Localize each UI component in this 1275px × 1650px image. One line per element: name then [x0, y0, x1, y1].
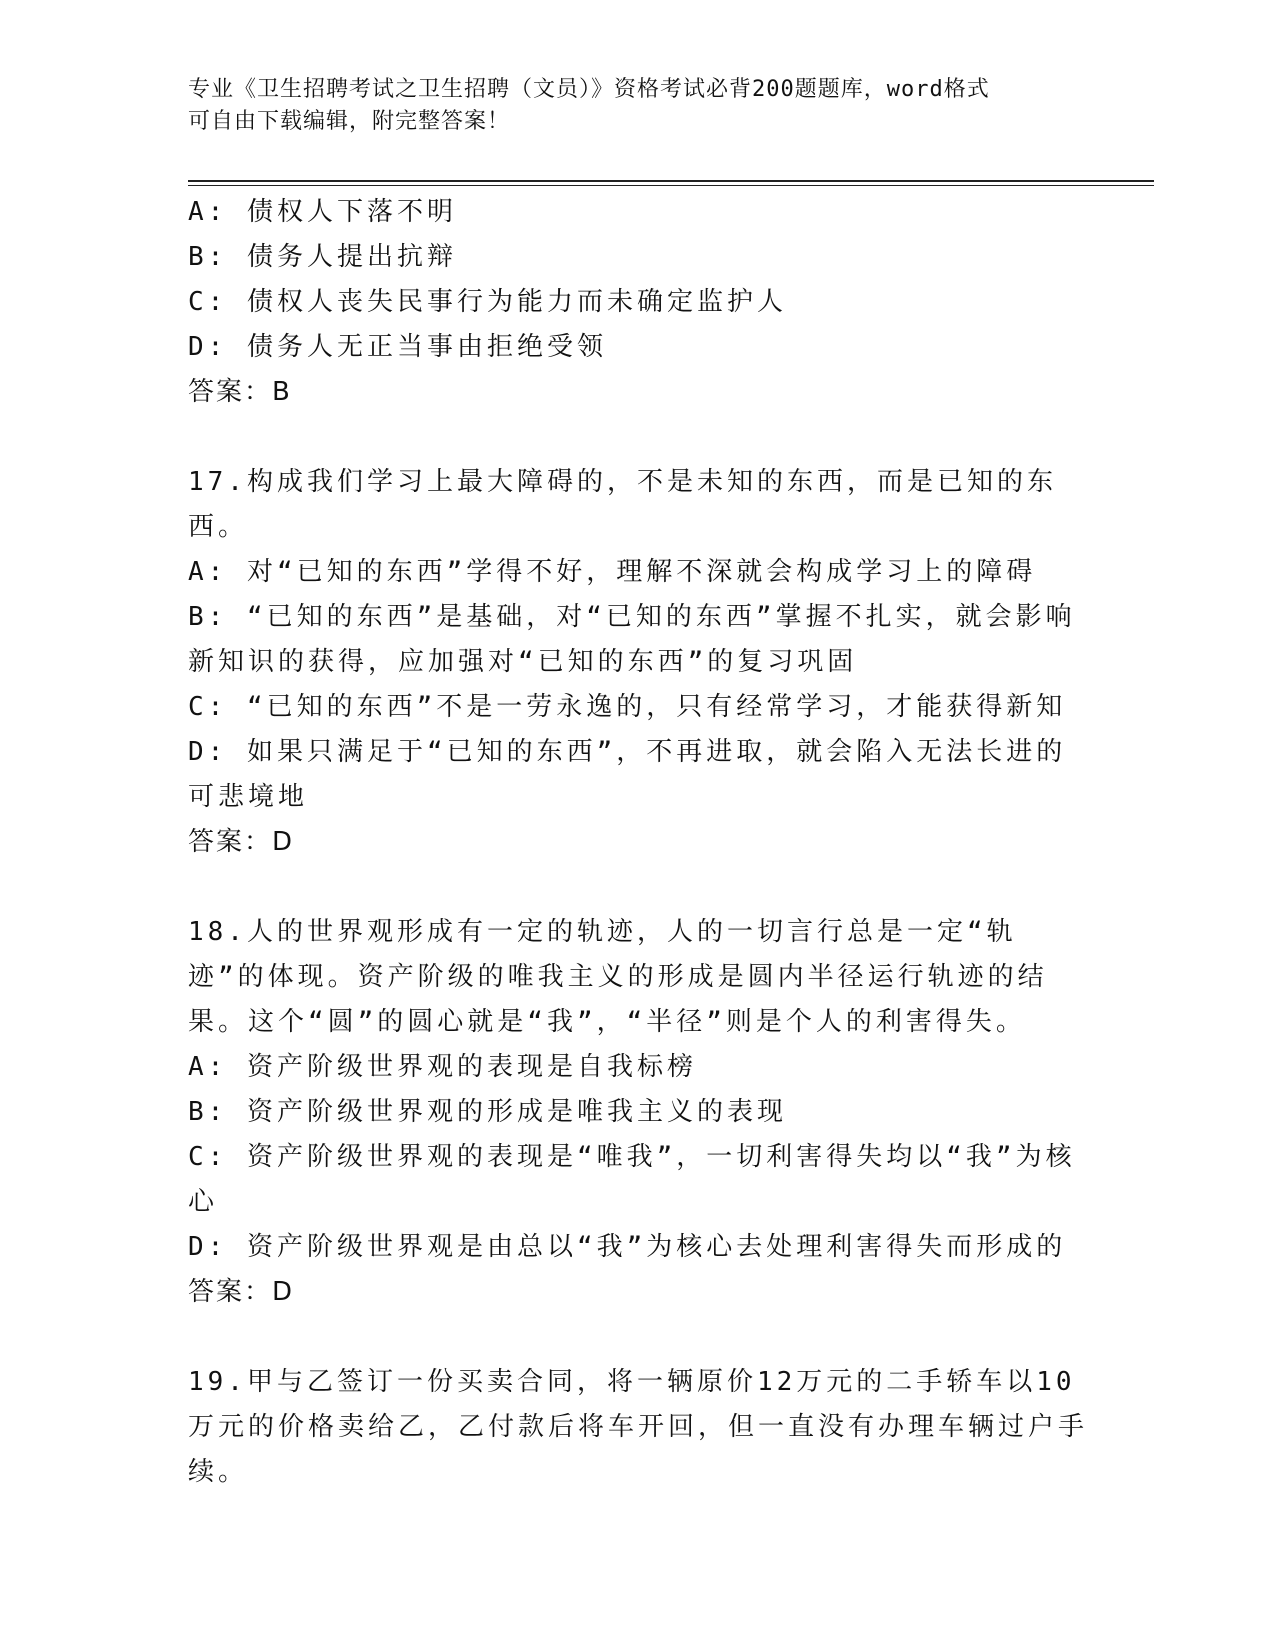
option-b: B: 债务人提出抗辩 — [188, 242, 457, 272]
option-d: D: 如果只满足于“已知的东西”，不再进取，就会陷入无法长进的可悲境地 — [188, 737, 1067, 812]
option-a: A: 债权人下落不明 — [188, 197, 457, 227]
option-b: B: “已知的东西”是基础，对“已知的东西”掌握不扎实，就会影响新知识的获得，应加强对“已知的东西”的复习巩固 — [188, 602, 1076, 677]
document-header-note — [188, 74, 1068, 138]
spacer — [188, 415, 1088, 460]
answer-label: 答案：D — [188, 1277, 295, 1307]
option-c: C: “已知的东西”不是一劳永逸的，只有经常学习，才能获得新知 — [188, 692, 1067, 722]
header-line-1: 专业《卫生招聘考试之卫生招聘（文员）》资格考试必背200题题库，word格式 — [188, 77, 990, 102]
answer-label: 答案：B — [188, 377, 292, 407]
question-17 — [188, 460, 1088, 865]
question-16 — [188, 190, 1088, 415]
option-c: C: 债权人丧失民事行为能力而未确定监护人 — [188, 287, 787, 317]
header-line-2: 可自由下载编辑，附完整答案！ — [188, 109, 511, 134]
option-d: D: 债务人无正当事由拒绝受领 — [188, 332, 607, 362]
question-19 — [188, 1360, 1088, 1495]
option-a: A: 对“已知的东西”学得不好，理解不深就会构成学习上的障碍 — [188, 557, 1037, 587]
option-c: C: 资产阶级世界观的表现是“唯我”，一切利害得失均以“我”为核心 — [188, 1142, 1076, 1217]
question-stem: 19.甲与乙签订一份买卖合同，将一辆原价12万元的二手轿车以10万元的价格卖给乙，乙付款后将车开回，但一直没有办理车辆过户手续。 — [188, 1367, 1089, 1487]
question-list — [188, 190, 1088, 1495]
spacer — [188, 865, 1088, 910]
option-d: D: 资产阶级世界观是由总以“我”为核心去处理利害得失而形成的 — [188, 1232, 1067, 1262]
question-stem: 17.构成我们学习上最大障碍的，不是未知的东西，而是已知的东西。 — [188, 467, 1057, 542]
header-divider-thick — [188, 180, 1154, 182]
option-a: A: 资产阶级世界观的表现是自我标榜 — [188, 1052, 697, 1082]
spacer — [188, 1315, 1088, 1360]
question-stem: 18.人的世界观形成有一定的轨迹，人的一切言行总是一定“轨迹”的体现。资产阶级的唯我主义的形成是圆内半径运行轨迹的结果。这个“圆”的圆心就是“我”，“半径”则是个人的利害得失。 — [188, 917, 1048, 1037]
answer-label: 答案：D — [188, 827, 295, 857]
option-b: B: 资产阶级世界观的形成是唯我主义的表现 — [188, 1097, 787, 1127]
question-18 — [188, 910, 1088, 1315]
header-divider-thin — [188, 185, 1154, 186]
